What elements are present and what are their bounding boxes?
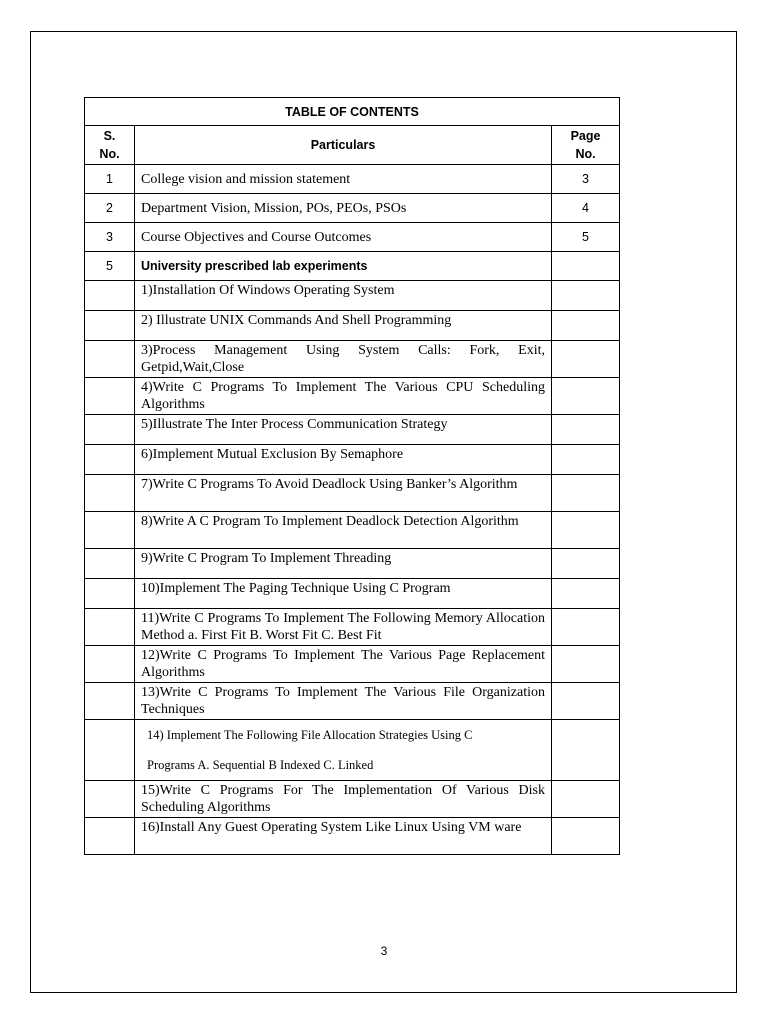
row-particulars: College vision and mission statement: [135, 165, 552, 194]
row-particulars: 15)Write C Programs For The Implementation Of Various Disk Scheduling Algorithms: [135, 781, 552, 818]
row-sno: [85, 818, 135, 855]
row-sno: [85, 646, 135, 683]
row-page: [552, 445, 620, 475]
table-row: [85, 549, 620, 579]
row-page: [552, 549, 620, 579]
row-page: [552, 378, 620, 415]
row-sno: 2: [85, 194, 135, 223]
row-particulars: 13)Write C Programs To Implement The Various File Organization Techniques: [135, 683, 552, 720]
table-row: [85, 781, 620, 818]
row-page: [552, 252, 620, 281]
row-particulars: 11)Write C Programs To Implement The Following Memory Allocation Method a. First Fit B. Worst Fit C. Best Fit: [135, 609, 552, 646]
table-row: [85, 646, 620, 683]
row-sno: [85, 415, 135, 445]
row-particulars: 2) Illustrate UNIX Commands And Shell Programming: [135, 311, 552, 341]
table-of-contents: [84, 97, 620, 855]
table-row: [85, 818, 620, 855]
row-sno: [85, 549, 135, 579]
table-row: [85, 341, 620, 378]
row-particulars: 1)Installation Of Windows Operating System: [135, 281, 552, 311]
row-page: [552, 415, 620, 445]
table-row: [85, 609, 620, 646]
row-sno: [85, 445, 135, 475]
row-sno: [85, 720, 135, 781]
row-particulars: [135, 720, 552, 781]
row-particulars: University prescribed lab experiments: [135, 252, 552, 281]
row-sno: [85, 781, 135, 818]
row-sno: [85, 341, 135, 378]
row-particulars: 4)Write C Programs To Implement The Various CPU Scheduling Algorithms: [135, 378, 552, 415]
row-sno: 5: [85, 252, 135, 281]
row-page: [552, 818, 620, 855]
table-row: [85, 281, 620, 311]
header-page-no: Page No.: [552, 126, 620, 165]
table-row: [85, 475, 620, 512]
row-page: [552, 646, 620, 683]
row-sno: [85, 475, 135, 512]
table-row: [85, 720, 620, 781]
row-sno: [85, 512, 135, 549]
row-particulars: 10)Implement The Paging Technique Using C Program: [135, 579, 552, 609]
table-row: [85, 252, 620, 281]
table-row: [85, 194, 620, 223]
row-page: [552, 512, 620, 549]
row-page: [552, 311, 620, 341]
table-row: [85, 223, 620, 252]
row-particulars: Course Objectives and Course Outcomes: [135, 223, 552, 252]
toc-title: TABLE OF CONTENTS: [85, 98, 620, 126]
row-particulars-line-1: 14) Implement The Following File Allocation Strategies Using C: [147, 728, 473, 742]
row-particulars: Department Vision, Mission, POs, PEOs, PSOs: [135, 194, 552, 223]
page-number: 3: [380, 944, 388, 958]
row-particulars: 8)Write A C Program To Implement Deadlock Detection Algorithm: [135, 512, 552, 549]
row-page: 5: [552, 223, 620, 252]
row-sno: 3: [85, 223, 135, 252]
header-particulars: Particulars: [135, 126, 552, 165]
row-particulars: 9)Write C Program To Implement Threading: [135, 549, 552, 579]
row-page: [552, 781, 620, 818]
table-row: [85, 311, 620, 341]
row-particulars: 12)Write C Programs To Implement The Various Page Replacement Algorithms: [135, 646, 552, 683]
row-sno: [85, 579, 135, 609]
row-particulars: 6)Implement Mutual Exclusion By Semaphore: [135, 445, 552, 475]
table-row: [85, 579, 620, 609]
row-page: [552, 341, 620, 378]
table-row: [85, 512, 620, 549]
table-row: [85, 378, 620, 415]
table-row: [85, 445, 620, 475]
row-sno: 1: [85, 165, 135, 194]
row-page: [552, 609, 620, 646]
row-particulars: 16)Install Any Guest Operating System Like Linux Using VM ware: [135, 818, 552, 855]
row-sno: [85, 683, 135, 720]
row-sno: [85, 378, 135, 415]
row-page: [552, 281, 620, 311]
header-sno: S. No.: [85, 126, 135, 165]
row-particulars: 5)Illustrate The Inter Process Communication Strategy: [135, 415, 552, 445]
row-particulars-line-2: Programs A. Sequential B Indexed C. Linked: [147, 758, 374, 772]
row-particulars: 3)Process Management Using System Calls: Fork, Exit, Getpid,Wait,Close: [135, 341, 552, 378]
row-page: 3: [552, 165, 620, 194]
row-page: 4: [552, 194, 620, 223]
row-page: [552, 579, 620, 609]
row-page: [552, 720, 620, 781]
row-page: [552, 683, 620, 720]
table-row: [85, 415, 620, 445]
row-sno: [85, 311, 135, 341]
row-sno: [85, 281, 135, 311]
row-particulars: 7)Write C Programs To Avoid Deadlock Using Banker’s Algorithm: [135, 475, 552, 512]
table-row: [85, 683, 620, 720]
row-page: [552, 475, 620, 512]
table-row: [85, 165, 620, 194]
row-sno: [85, 609, 135, 646]
